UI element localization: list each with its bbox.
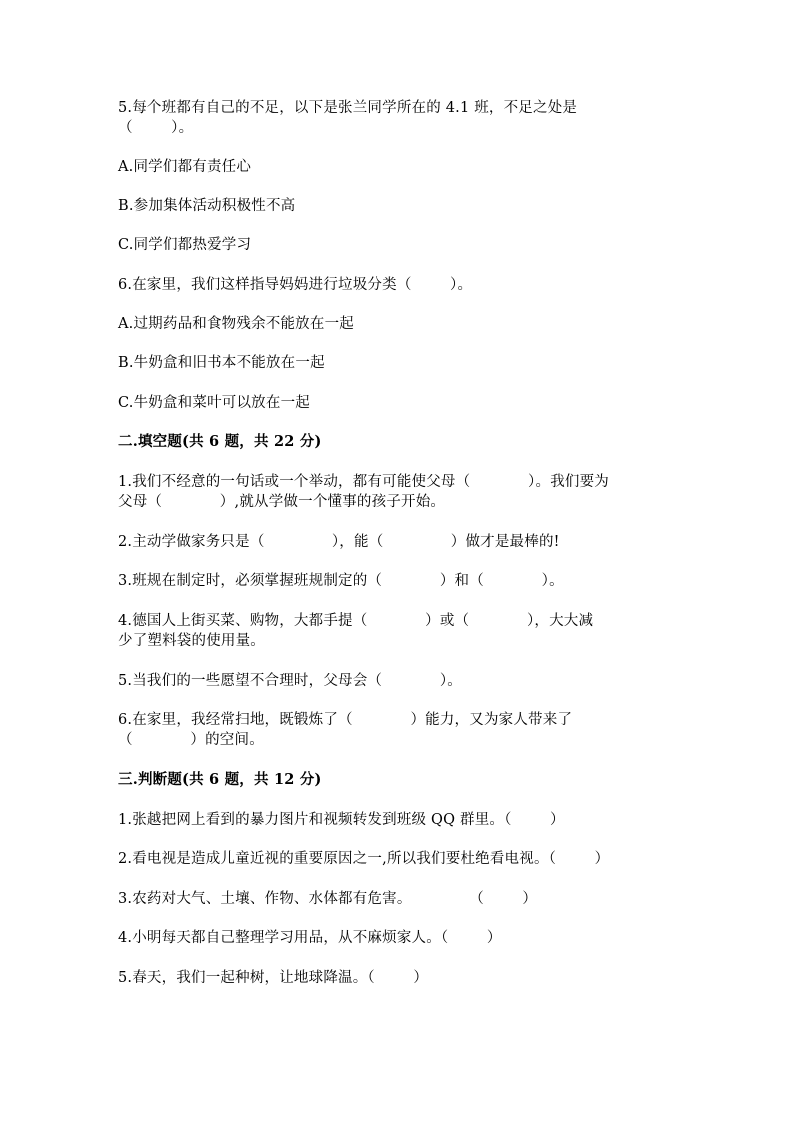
fill-q5-line1: 5.当我们的一些愿望不合理时，父母会（ ）。	[118, 673, 462, 689]
fill-q6-line2: （ ）的空间。	[118, 732, 264, 748]
judge-q4: 4.小明每天都自己整理学习用品，从不麻烦家人。（ ）	[118, 930, 502, 946]
fill-q6-line1: 6.在家里，我经常扫地，既锻炼了（ ）能力，又为家人带来了	[118, 712, 573, 728]
judge-q1: 1.张越把网上看到的暴力图片和视频转发到班级 QQ 群里。（ ）	[118, 812, 565, 828]
choice-q6-option-c: C.牛奶盒和菜叶可以放在一起	[118, 395, 310, 411]
choice-q6-option-b: B.牛奶盒和旧书本不能放在一起	[118, 355, 325, 371]
section-judge-title: 三.判断题(共 6 题，共 12 分)	[118, 771, 322, 788]
fill-q3-line1: 3.班规在制定时，必须掌握班规制定的（ ）和（ ）。	[118, 573, 564, 589]
fill-q4-line2: 少了塑料袋的使用量。	[118, 633, 265, 649]
fill-q4-line1: 4.德国人上街买菜、购物，大都手提（ ）或（ ），大大减	[118, 613, 594, 629]
judge-q3: 3.农药对大气、土壤、作物、水体都有危害。 （ ）	[118, 891, 538, 907]
fill-q1-line2: 父母（ ）,就从学做一个懂事的孩子开始。	[118, 494, 446, 510]
fill-q1-line1: 1.我们不经意的一句话或一个举动，都有可能使父母（ ）。我们要为	[118, 474, 609, 490]
choice-q5-stem-line2: （ ）。	[118, 120, 194, 136]
choice-q6-stem: 6.在家里，我们这样指导妈妈进行垃圾分类（ ）。	[118, 277, 473, 293]
choice-q5-option-c: C.同学们都热爱学习	[118, 237, 252, 253]
fill-q2-line1: 2.主动学做家务只是（ ），能（ ）做才是最棒的!	[118, 534, 560, 550]
judge-q2: 2.看电视是造成儿童近视的重要原因之一,所以我们要杜绝看电视。（ ）	[118, 851, 610, 867]
choice-q6-option-a: A.过期药品和食物残余不能放在一起	[118, 316, 354, 332]
choice-q5-stem-line1: 5.每个班都有自己的不足，以下是张兰同学所在的 4.1 班，不足之处是	[118, 100, 578, 116]
section-fill-title: 二.填空题(共 6 题，共 22 分)	[118, 433, 322, 450]
choice-q5-option-b: B.参加集体活动积极性不高	[118, 198, 296, 214]
choice-q5-option-a: A.同学们都有责任心	[118, 159, 252, 175]
judge-q5: 5.春天，我们一起种树，让地球降温。（ ）	[118, 970, 429, 986]
